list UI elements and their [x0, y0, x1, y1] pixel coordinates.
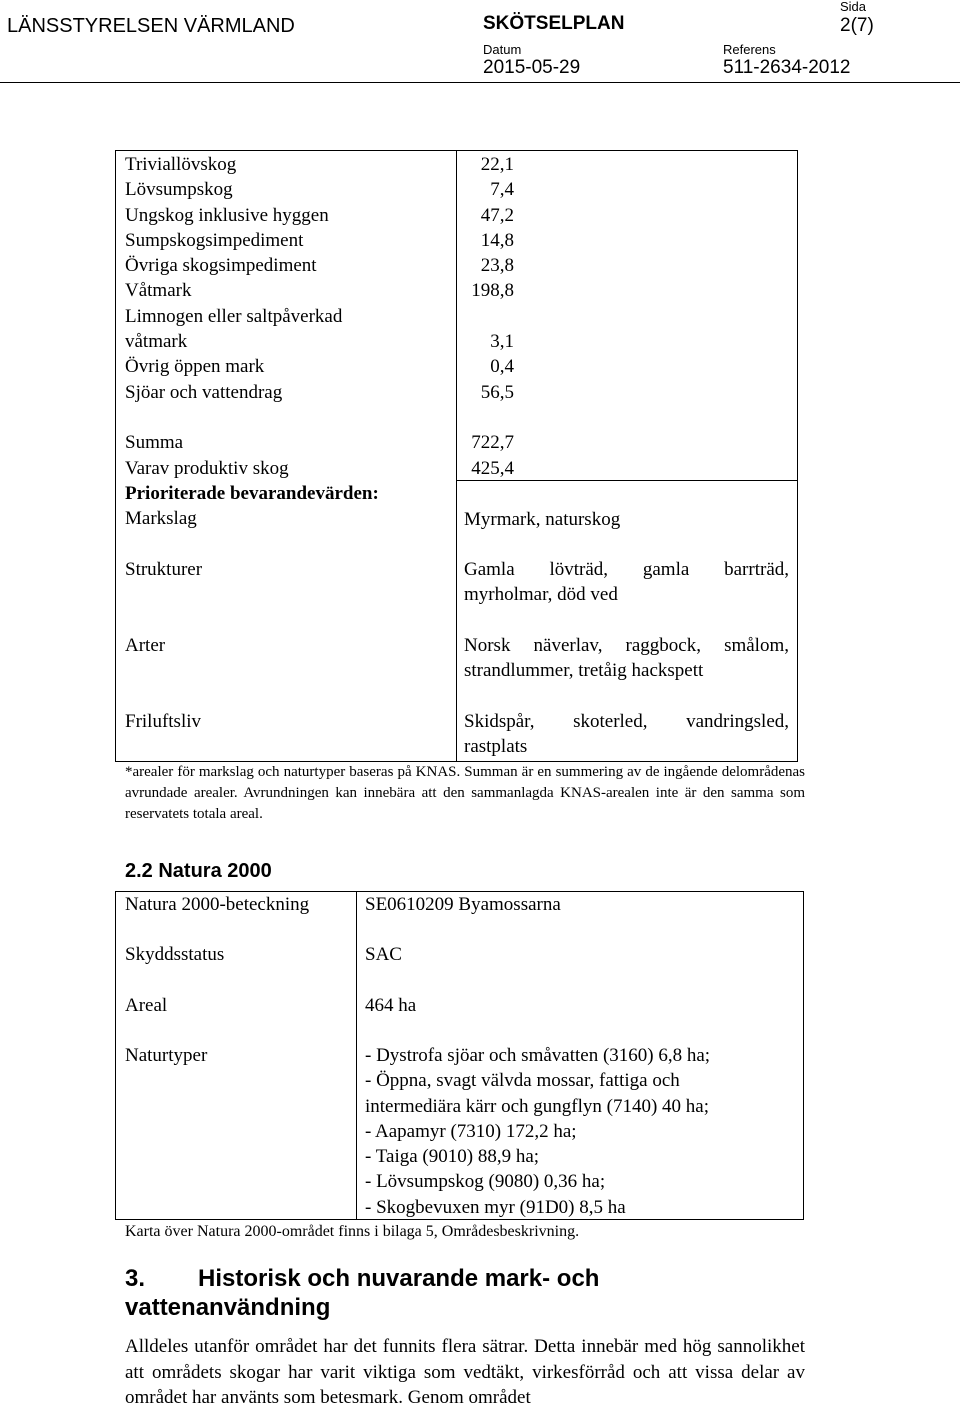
area-table-column-divider	[456, 150, 457, 762]
arter-value: Norsk näverlav, raggbock, smålom, strandlummer, tretåig hackspett	[464, 635, 789, 682]
area-row-label: Våtmark	[125, 280, 192, 302]
naturtyp-item: - Dystrofa sjöar och småvatten (3160) 6,8 ha;	[365, 1045, 711, 1066]
date-label: Datum	[483, 42, 522, 57]
page-number: 2(7)	[840, 15, 874, 36]
page-label: Sida	[840, 0, 867, 14]
area-row-value: 22,1	[480, 154, 514, 175]
naturtyper-list	[365, 1043, 710, 1220]
area-row-label: Sumpskogsimpediment	[125, 229, 304, 251]
area-row-label: våtmark	[125, 331, 188, 353]
area-row-label: Triviallövskog	[125, 154, 237, 175]
section3-title: Historisk och nuvarande mark- och vattenanvändning	[125, 1265, 600, 1321]
area-row-label: Ungskog inklusive hyggen	[125, 204, 329, 226]
friluftsliv-label: Friluftsliv	[125, 710, 202, 732]
reference-value: 511-2634-2012	[723, 57, 851, 78]
area-row-value: 56,5	[480, 381, 514, 403]
area-row-label: Övriga skogsimpediment	[125, 255, 317, 277]
skyddsstatus-label: Skyddsstatus	[125, 944, 225, 965]
area-table-labels	[125, 152, 379, 734]
naturtyp-item: - Aapamyr (7310) 172,2 ha;	[365, 1120, 577, 1142]
naturtyp-item: - Taiga (9010) 88,9 ha;	[365, 1146, 540, 1168]
section3-heading	[125, 1264, 805, 1322]
strukturer-value: Gamla lövträd, gamla barrträd, myrholmar, död ved	[464, 559, 789, 606]
naturtyp-item: - Öppna, svagt välvda mossar, fattiga och	[365, 1070, 680, 1092]
naturtyp-item: - Lövsumpskog (9080) 0,36 ha;	[365, 1171, 606, 1193]
karta-note: Karta över Natura 2000-området finns i bilaga 5, Områdesbeskrivning.	[125, 1223, 580, 1240]
area-row-label: Övrig öppen mark	[125, 356, 265, 378]
skyddsstatus-value: SAC	[365, 944, 402, 965]
section3-number: 3.	[125, 1265, 146, 1292]
area-row-label: Limnogen eller saltpåverkad	[125, 305, 343, 327]
prioriterade-heading: Prioriterade bevarandevärden:	[125, 482, 379, 504]
markslag-label: Markslag	[125, 508, 197, 530]
areal-label: Areal	[125, 995, 168, 1016]
reference-label: Referens	[723, 42, 776, 57]
header-divider	[0, 82, 960, 83]
area-row-label: Sjöar och vattendrag	[125, 381, 283, 403]
produktiv-skog-label: Varav produktiv skog	[125, 457, 289, 479]
natura-table-column-divider	[356, 891, 357, 1220]
organization-name: LÄNSSTYRELSEN VÄRMLAND	[7, 15, 295, 37]
markslag-value: Myrmark, naturskog	[464, 509, 621, 530]
summa-label: Summa	[125, 432, 184, 454]
natura-heading: 2.2 Natura 2000	[125, 860, 272, 882]
area-row-value	[462, 304, 514, 329]
naturtyper-label: Naturtyper	[125, 1045, 208, 1066]
area-row-value: 0,4	[490, 356, 514, 378]
naturtyp-item: intermediära kärr och gungflyn (7140) 40 ha;	[365, 1095, 709, 1117]
document-title: SKÖTSELPLAN	[483, 13, 625, 34]
areal-value: 464 ha	[365, 995, 417, 1016]
natura-beteckning-value: SE0610209 Byamossarna	[365, 894, 561, 915]
section3-paragraph: Alldeles utanför området har det funnits flera sätrar. Detta innebär med hög sannolikhet att områdets skogar har varit viktiga som vedtäkt, virkesförråd och att vissa delar av området har använts som betesmark. Genom området	[125, 1336, 805, 1408]
friluftsliv-value: Skidspår, skoterled, vandringsled, rastplats	[464, 711, 789, 758]
natura-beteckning-label: Natura 2000-beteckning	[125, 894, 310, 915]
area-row-value: 198,8	[471, 280, 514, 302]
produktiv-skog-value: 425,4	[471, 457, 514, 479]
area-row-value: 3,1	[490, 331, 514, 353]
summa-value: 722,7	[471, 432, 514, 454]
strukturer-label: Strukturer	[125, 558, 203, 580]
area-footnote: *arealer för markslag och naturtyper baseras på KNAS. Summan är en summering av de ingående delområdenas avrundade arealer. Avrundningen kan innebära att den sammanlagda KNAS-arealen inte är den samma som reservatets totala areal.	[125, 764, 805, 822]
area-row-value: 14,8	[480, 229, 514, 251]
area-row-value: 23,8	[480, 255, 514, 277]
area-row-label: Lövsumpskog	[125, 179, 233, 201]
naturtyp-item: - Skogbevuxen myr (91D0) 8,5 ha	[365, 1196, 626, 1218]
date-value: 2015-05-29	[483, 57, 581, 78]
area-table-values	[462, 152, 514, 481]
area-row-value: 47,2	[480, 204, 514, 226]
arter-label: Arter	[125, 634, 166, 656]
area-row-value: 7,4	[490, 179, 514, 201]
